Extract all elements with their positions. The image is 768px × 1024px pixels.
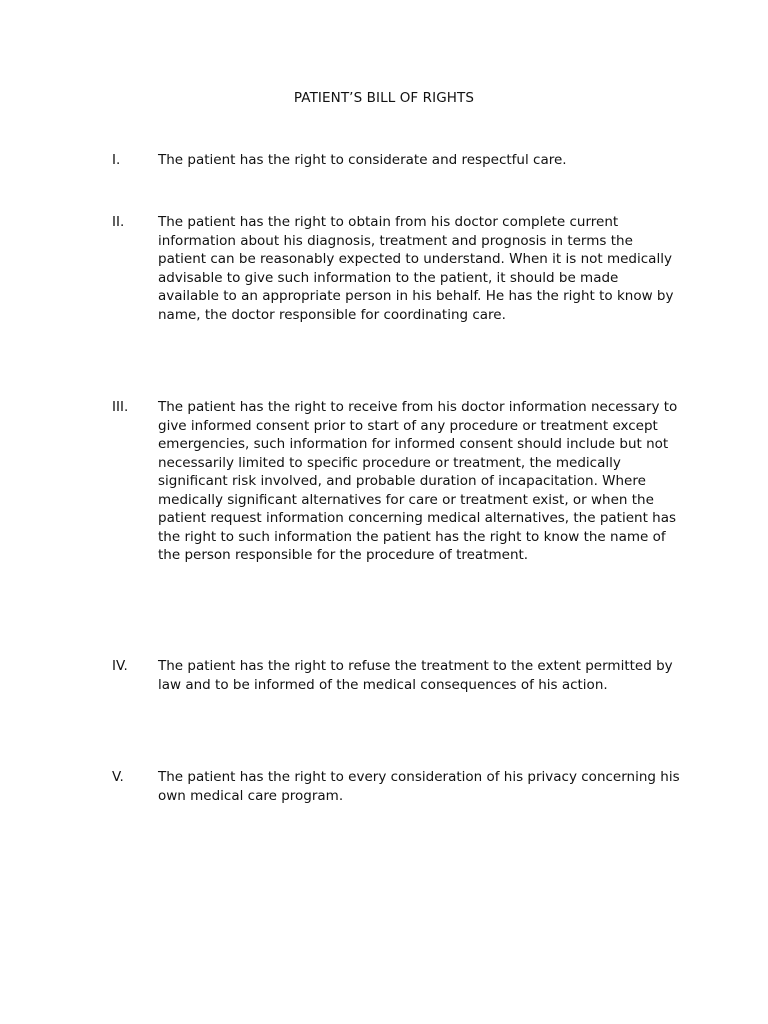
right-item-3 bbox=[112, 398, 682, 565]
right-item-1 bbox=[112, 151, 682, 170]
right-numeral: V. bbox=[112, 769, 124, 785]
right-item-2 bbox=[112, 213, 682, 324]
right-text: The patient has the right to every consideration of his privacy concerning his own medical care program. bbox=[158, 769, 680, 804]
right-text: The patient has the right to obtain from his doctor complete current information about his diagnosis, treatment and prognosis in terms the patient can be reasonably expected to understand. When it is not medically advisable to give such information to the patient, it should be made available to an appropriate person in his behalf. He has the right to know by name, the doctor responsible for coordinating care. bbox=[158, 214, 674, 323]
right-numeral: III. bbox=[112, 399, 129, 415]
right-numeral: I. bbox=[112, 152, 121, 168]
right-numeral: IV. bbox=[112, 658, 128, 674]
right-item-4 bbox=[112, 657, 682, 694]
right-text: The patient has the right to refuse the treatment to the extent permitted by law and to be informed of the medical consequences of his action. bbox=[158, 658, 673, 693]
right-numeral: II. bbox=[112, 214, 125, 230]
document-title: PATIENT’S BILL OF RIGHTS bbox=[293, 90, 475, 106]
right-text: The patient has the right to receive from his doctor information necessary to give informed consent prior to start of any procedure or treatment except emergencies, such information for informed consent should include but not necessarily limited to specific procedure or treatment, the medically significant risk involved, and probable duration of incapacitation. Where medically significant alternatives for care or treatment exist, or when the patient request information concerning medical alternatives, the patient has the right to such information the patient has the right to know the name of the person responsible for the procedure of treatment. bbox=[158, 399, 678, 563]
right-item-5 bbox=[112, 768, 682, 805]
right-text: The patient has the right to considerate and respectful care. bbox=[158, 152, 567, 168]
